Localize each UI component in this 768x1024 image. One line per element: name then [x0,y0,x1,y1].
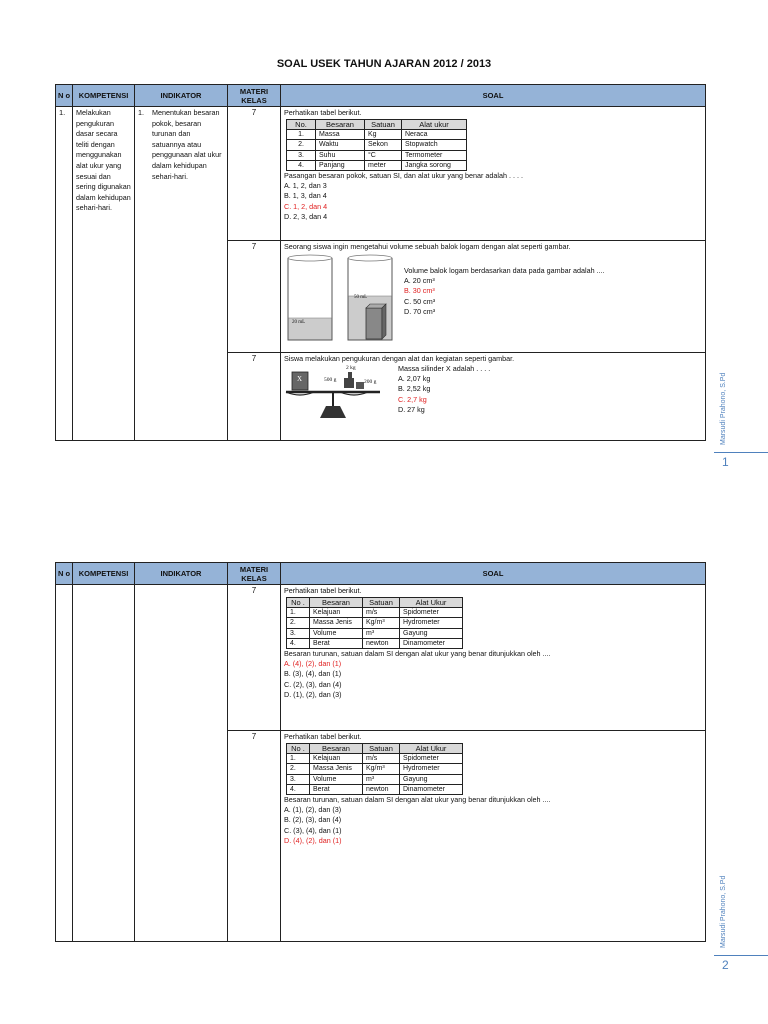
table-row [287,764,463,774]
materi-q2: 7 [251,242,257,251]
q4-question: Besaran turunan, satuan dalam SI dengan alat ukur yang benar ditunjukkan oleh .... [284,649,551,659]
cell: Kelajuan [310,608,363,618]
materi-q5: 7 [251,732,257,741]
cell: 1. [287,130,316,140]
q3-option-b: B. 2,52 kg [398,384,431,394]
materi-q3: 7 [251,354,257,363]
header-soal: SOAL [281,563,706,585]
q1-table [286,119,467,171]
cell: Termometer [402,150,467,160]
indikator-number: 1. [138,108,144,117]
kompetensi-text: Melakukan pengukuran dasar secara teliti dengan menggunakan alat ukur yang sesuai dan sering digunakan dalam kehidupan sehari-hari. [76,108,131,213]
cell: Stopwatch [402,140,467,150]
header-no: N o [56,563,73,585]
header-soal: SOAL [281,85,706,107]
q5-option-c: C. (3), (4), dan (1) [284,825,342,835]
cell: 3. [287,628,310,638]
page-number-2: 2 [722,958,729,972]
materi-q1: 7 [251,108,257,117]
q4-th-alat: Alat Ukur [400,598,463,608]
label-50ml: 50 mL [354,295,368,300]
footer-author-1: Marsudi Prahono, S.Pd [720,372,727,445]
q2-option-c: C. 50 cm³ [404,296,436,306]
cell: Kg/m³ [363,618,400,628]
q5-option-b: B. (2), (3), dan (4) [284,815,342,825]
cell: Dinamometer [400,638,463,648]
cell: Sekon [365,140,402,150]
cell: Kg/m³ [363,764,400,774]
page-title: SOAL USEK TAHUN AJARAN 2012 / 2013 [276,58,492,70]
cell: Gayung [400,774,463,784]
q1-option-c-answer: C. 1, 2, dan 4 [284,201,328,211]
cell: 2. [287,140,316,150]
table-row [287,608,463,618]
q2-intro: Seorang siswa ingin mengetahui volume sebuah balok logam dengan alat seperti gambar. [284,242,571,251]
cell: Spidometer [400,754,463,764]
cell: Volume [310,628,363,638]
header-materi: MATERI KELAS [228,85,281,107]
label-500g: 500 g [324,377,337,383]
exam-table-page-2 [55,562,706,942]
question-1 [281,107,705,223]
cell: newton [363,638,400,648]
cell: Kg [365,130,402,140]
table-row [287,150,467,160]
footer-author-2: Marsudi Prahono, S.Pd [720,875,727,948]
cell: Kelajuan [310,754,363,764]
q3-option-d: D. 27 kg [398,404,425,414]
balance-scale-icon [284,364,388,420]
q2-option-b-answer: B. 30 cm³ [404,286,435,296]
header-indikator: INDIKATOR [135,563,228,585]
q1-th-satuan: Satuan [365,120,402,130]
page-number-1: 1 [722,455,729,469]
table-row [287,618,463,628]
table-row [287,160,467,170]
q1-option-b: B. 1, 3, dan 4 [284,191,327,201]
question-5 [281,731,705,847]
indikator-text: Menentukan besaran pokok, besaran turunan dan satuannya atau penggunaan alat ukur dalam kehidupan sehari-hari. [152,108,222,181]
table-row [287,754,463,764]
header-indikator: INDIKATOR [135,85,228,107]
cell: Gayung [400,628,463,638]
balance-figure [284,364,392,420]
q1-question: Pasangan besaran pokok, satuan SI, dan alat ukur yang benar adalah . . . . [284,171,523,181]
q3-intro: Siswa melakukan pengukuran dengan alat dan kegiatan seperti gambar. [284,354,515,363]
q4-table [286,597,463,649]
q5-table [286,743,463,795]
cell: Berat [310,784,363,794]
q2-question: Volume balok logam berdasarkan data pada gambar adalah .... [404,266,605,275]
cell: Hydrometer [400,764,463,774]
table-row [287,774,463,784]
measuring-cylinders-figure [284,252,400,344]
cell: Panjang [316,160,365,170]
q5-th-besaran: Besaran [310,744,363,754]
q1-intro: Perhatikan tabel berikut. [284,108,362,117]
q5-intro: Perhatikan tabel berikut. [284,732,362,741]
q4-th-satuan: Satuan [363,598,400,608]
table-row [287,784,463,794]
q5-option-a: A. (1), (2), dan (3) [284,805,342,815]
cell: Berat [310,638,363,648]
question-4 [281,585,705,701]
cell: m³ [363,628,400,638]
question-2 [281,241,705,345]
q1-th-besaran: Besaran [316,120,365,130]
cell: Suhu [316,150,365,160]
cell: Massa Jenis [310,618,363,628]
cell: m³ [363,774,400,784]
row-number: 1. [59,108,66,117]
header-kompetensi: KOMPETENSI [73,563,135,585]
label-200g: 200 g [364,379,377,385]
header-materi: MATERI KELAS [228,563,281,585]
exam-table-page-1 [55,84,706,441]
cell: Hydrometer [400,618,463,628]
q4-th-besaran: Besaran [310,598,363,608]
cell: 3. [287,150,316,160]
q1-option-a: A. 1, 2, dan 3 [284,181,327,191]
cell: Dinamometer [400,784,463,794]
cell: newton [363,784,400,794]
cell: 1. [287,754,310,764]
footer-divider-2 [714,955,768,956]
q4-intro: Perhatikan tabel berikut. [284,586,362,595]
cell: 2. [287,618,310,628]
q5-th-satuan: Satuan [363,744,400,754]
q4-option-a-answer: A. (4), (2), dan (1) [284,659,342,669]
label-2kg: 2 kg [346,365,356,371]
cell: Jangka sorong [402,160,467,170]
header-no: N o [56,85,73,107]
q5-th-no: No . [287,744,310,754]
cell: meter [365,160,402,170]
label-20ml: 20 mL [292,320,306,325]
label-x: X [297,375,303,383]
header-kompetensi: KOMPETENSI [73,85,135,107]
materi-q4: 7 [251,586,257,595]
table-row [287,638,463,648]
q5-question: Besaran turunan, satuan dalam SI dengan alat ukur yang benar ditunjukkan oleh .... [284,795,551,805]
q2-option-d: D. 70 cm³ [404,306,436,316]
q5-option-d-answer: D. (4), (2), dan (1) [284,835,342,845]
table-row [287,130,467,140]
cell: Volume [310,774,363,784]
q5-th-alat: Alat Ukur [400,744,463,754]
cell: Waktu [316,140,365,150]
q3-option-c-answer: C. 2,7 kg [398,394,427,404]
table-row [287,140,467,150]
q4-option-d: D. (1), (2), dan (3) [284,689,342,699]
q4-option-b: B. (3), (4), dan (1) [284,669,342,679]
q3-option-a: A. 2,07 kg [398,374,431,383]
q4-th-no: No . [287,598,310,608]
question-3 [281,353,705,421]
cell: 4. [287,638,310,648]
cell: °C [365,150,402,160]
cell: 1. [287,608,310,618]
cell: 4. [287,160,316,170]
cell: 3. [287,774,310,784]
cell: Massa Jenis [310,764,363,774]
table-row [287,628,463,638]
cell: 4. [287,784,310,794]
q1-th-alat: Alat ukur [402,120,467,130]
cell: Massa [316,130,365,140]
q1-option-d: D. 2, 3, dan 4 [284,211,328,221]
q3-question: Massa silinder X adalah . . . . [398,364,491,373]
cell: m/s [363,754,400,764]
q2-option-a: A. 20 cm³ [404,276,435,285]
cell: Spidometer [400,608,463,618]
footer-divider-1 [714,452,768,453]
cell: m/s [363,608,400,618]
q4-option-c: C. (2), (3), dan (4) [284,679,342,689]
cell: 2. [287,764,310,774]
cell: Neraca [402,130,467,140]
q1-th-no: No. [287,120,316,130]
